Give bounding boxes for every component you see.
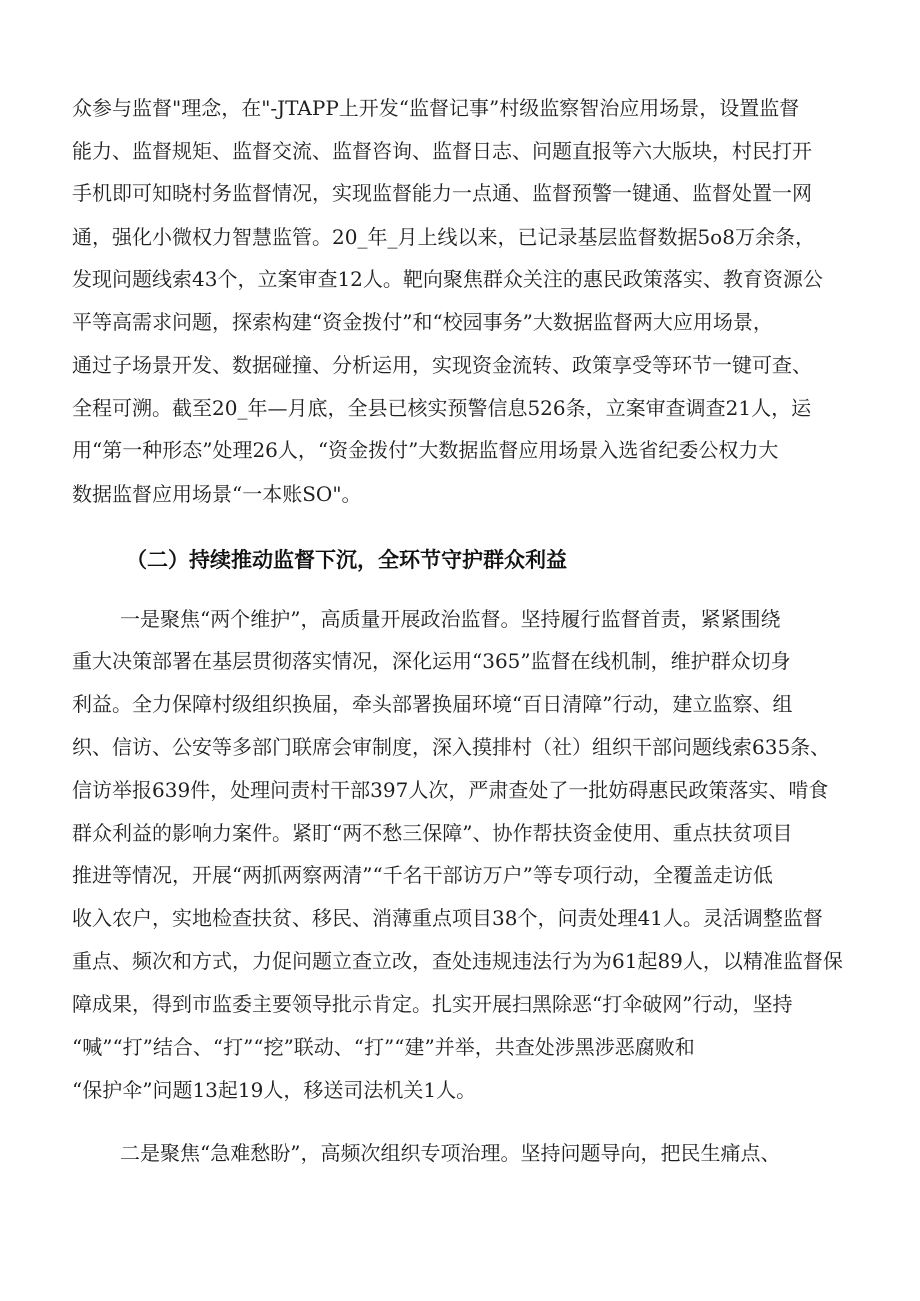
paragraph-2-line-6: 群众利益的影响力案件。紧盯“两不愁三保障”、协作帮扶资金使用、重点扶贫项目 xyxy=(72,821,793,845)
paragraph-2-line-3: 利益。全力保障村级组织换届，牵头部署换届环境“百日清障”行动，建立监察、组 xyxy=(72,692,793,716)
paragraph-2-line-2: 重大决策部署在基层贯彻落实情况，深化运用“365”监督在线机制，维护群众切身 xyxy=(72,649,791,673)
paragraph-2-line-7: 推进等情况，开展“两抓两察两清”“千名干部访万户”等专项行动，全覆盖走访低 xyxy=(72,863,773,887)
paragraph-1-line-6: 平等高需求问题，探索构建“资金拨付”和“校园事务”大数据监督两大应用场景， xyxy=(72,310,773,334)
paragraph-2-line-8: 收入农户，实地检查扶贫、移民、消薄重点项目38个，问责处理41人。灵活调整监督 xyxy=(72,906,823,930)
paragraph-2-line-1: 一是聚焦“两个维护”，高质量开展政治监督。坚持履行监督首责，紧紧围绕 xyxy=(120,607,781,631)
paragraph-1-line-2: 能力、监督规矩、监督交流、监督咨询、监督日志、问题直报等六大版块，村民打开 xyxy=(72,139,812,163)
paragraph-2-line-4: 织、信访、公安等多部门联席会审制度，深入摸排村（社）组织干部问题线索635条、 xyxy=(72,735,831,759)
paragraph-2-line-9: 重点、频次和方式，力促问题立查立改，查处违规违法行为为61起89人，以精准监督保 xyxy=(72,949,843,973)
paragraph-1-line-10: 数据监督应用场景“一本账SO"。 xyxy=(72,482,362,506)
paragraph-1-line-8: 全程可溯。截至20_年—月底，全县已核实预警信息526条，立案审查调查21人，运 xyxy=(72,396,812,420)
paragraph-1-line-4: 通，强化小微权力智慧监管。20_年_月上线以来，已记录基层监督数据5o8万余条， xyxy=(72,225,815,249)
paragraph-1-line-7: 通过子场景开发、数据碰撞、分析运用，实现资金流转、政策享受等环节一键可查、 xyxy=(72,353,812,377)
paragraph-2-line-12: “保护伞”问题13起19人，移送司法机关1人。 xyxy=(72,1078,477,1102)
paragraph-1-line-1: 众参与监督"理念，在"-JTAPP上开发“监督记事”村级监察智治应用场景，设置监督 xyxy=(72,96,800,120)
paragraph-1-line-3: 手机即可知晓村务监督情况，实现监督能力一点通、监督预警一键通、监督处置一网 xyxy=(72,181,812,205)
section-heading: （二）持续推动监督下沉，全环节守护群众利益 xyxy=(126,548,567,572)
paragraph-1-line-5: 发现问题线索43个，立案审查12人。靶向聚焦群众关注的惠民政策落实、教育资源公 xyxy=(72,267,823,291)
paragraph-1-line-9: 用“第一种形态”处理26人，“资金拨付”大数据监督应用场景入选省纪委公权力大 xyxy=(72,438,779,462)
paragraph-2-line-5: 信访举报639件，处理问责村干部397人次，严肃查处了一批妨碍惠民政策落实、啃食 xyxy=(72,778,829,802)
paragraph-3-line-1: 二是聚焦“急难愁盼”，高频次组织专项治理。坚持问题导向，把民生痛点、 xyxy=(120,1141,781,1165)
paragraph-2-line-11: “喊”“打”结合、“打”“挖”联动、“打”“建”并举，共查处涉黑涉恶腐败和 xyxy=(72,1035,695,1059)
paragraph-2-line-10: 障成果，得到市监委主要领导批示肯定。扎实开展扫黑除恶“打伞破网”行动，坚持 xyxy=(72,992,793,1016)
